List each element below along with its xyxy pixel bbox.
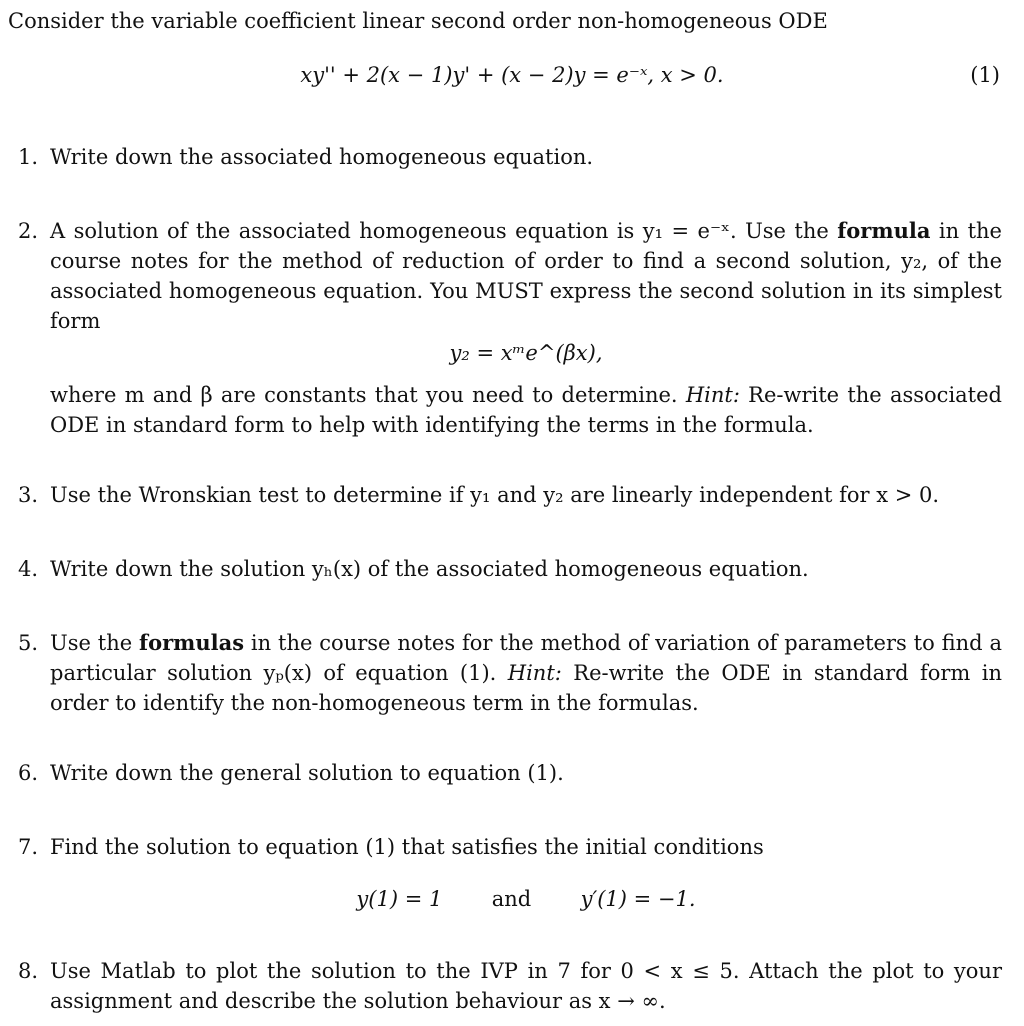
question-4 (18, 554, 1002, 584)
q2-bold-term: formula (837, 218, 931, 243)
question-text-continued (50, 380, 1002, 440)
question-number: 6. (18, 761, 39, 785)
question-text: Find the solution to equation (1) that satisfies the initial conditions (50, 835, 764, 859)
question-text (50, 216, 1002, 336)
intro-text: Consider the variable coefficient linear second order non-homogeneous ODE (8, 9, 828, 33)
question-number: 1. (18, 145, 39, 169)
q2-display-equation (50, 338, 1002, 368)
question-7 (18, 832, 1002, 922)
q7-and: and (491, 887, 532, 911)
q7-condition-1: y(1) = 1 (356, 887, 443, 911)
question-number: 7. (18, 835, 39, 859)
main-equation (0, 60, 1024, 90)
question-1 (18, 142, 1002, 172)
q2-display-text: y₂ = xᵐe^(βx), (449, 341, 603, 365)
question-6 (18, 758, 1002, 788)
question-text: Use the Wronskian test to determine if y₁ and y₂ are linearly independent for x > 0. (50, 483, 940, 507)
question-number: 3. (18, 483, 39, 507)
q5-text-b: in the course notes for the method of variation of parameters to find a particular solution yₚ(x) of equation (1). (50, 631, 1002, 685)
question-2 (18, 216, 1002, 440)
equation-number: (1) (970, 63, 1000, 87)
question-text: Write down the general solution to equation (1). (50, 761, 564, 785)
question-8 (18, 956, 1002, 1016)
q2-text-b: in the course notes for the method of reduction of order to find a second solution, y₂, of the associated homogeneous equation. You MUST express the second solution in its simplest form (50, 219, 1002, 333)
q5-hint-label: Hint: (507, 661, 562, 685)
q5-bold-term: formulas (139, 630, 245, 655)
question-number: 2. (18, 219, 39, 243)
q5-text-c: Re-write the ODE in standard form in order to identify the non-homogeneous term in the formulas. (50, 661, 1002, 715)
q7-initial-conditions (50, 884, 1002, 914)
question-number: 4. (18, 557, 39, 581)
q2-text-a: A solution of the associated homogeneous equation is y₁ = e⁻ˣ. Use the (50, 219, 829, 243)
question-number: 8. (18, 959, 39, 983)
q2-text-d: Re-write the associated ODE in standard form to help with identifying the terms in the formula. (50, 383, 1002, 437)
question-text: Write down the associated homogeneous equation. (50, 145, 594, 169)
question-text: Write down the solution yₕ(x) of the associated homogeneous equation. (50, 557, 809, 581)
q7-condition-2: y′(1) = −1. (580, 887, 696, 911)
question-text: Use Matlab to plot the solution to the IVP in 7 for 0 < x ≤ 5. Attach the plot to your assignment and describe the solution behaviour as x → ∞. (50, 959, 1002, 1013)
q2-hint-label: Hint: (685, 383, 740, 407)
question-3 (18, 480, 1002, 510)
main-equation-text: xy'' + 2(x − 1)y' + (x − 2)y = e⁻ˣ, x > 0. (300, 63, 724, 87)
question-number: 5. (18, 631, 39, 655)
q5-text-a: Use the (50, 631, 133, 655)
question-5 (18, 628, 1002, 718)
question-text (50, 628, 1002, 718)
q2-text-c: where m and β are constants that you need to determine. (50, 383, 678, 407)
